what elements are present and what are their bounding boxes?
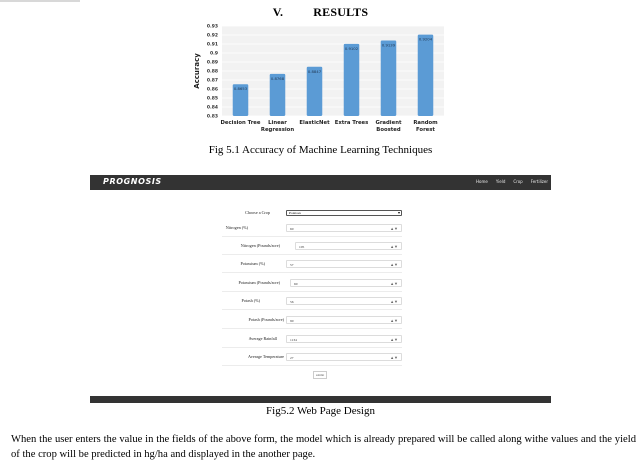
submit-button[interactable]: submit bbox=[313, 371, 327, 379]
y-tick-label: 0.83 bbox=[206, 114, 218, 120]
body-paragraph: When the user enters the value in the fields of the above form, the model which is already prepared will be called along withe values and the yield of the crop will be predicted in hg/ha and displayed in the another page. bbox=[11, 434, 636, 460]
field-input[interactable] bbox=[286, 316, 402, 324]
figure-5-2-caption: Fig5.2 Web Page Design bbox=[266, 405, 375, 417]
data-label: 0.9204 bbox=[418, 36, 433, 42]
field-input[interactable] bbox=[286, 224, 402, 232]
x-tick-label: Linear bbox=[268, 120, 287, 126]
y-tick-label: 0.9 bbox=[210, 51, 218, 57]
bar bbox=[418, 35, 434, 116]
field-input-value: 60 bbox=[290, 227, 294, 231]
row-divider bbox=[222, 254, 402, 255]
x-tick-label: Extra Trees bbox=[334, 120, 369, 126]
nav-yield[interactable]: Yield bbox=[495, 179, 506, 184]
x-tick-label: Gradient bbox=[375, 120, 402, 126]
field-input[interactable] bbox=[286, 353, 402, 361]
stepper-icon[interactable]: ▲▼ bbox=[390, 318, 398, 323]
section-title: RESULTS bbox=[313, 5, 369, 19]
y-tick-label: 0.91 bbox=[206, 42, 218, 48]
field-input-value: 90 bbox=[290, 319, 294, 323]
y-tick-label: 0.93 bbox=[206, 24, 218, 30]
y-tick-label: 0.88 bbox=[206, 69, 218, 75]
data-label: 0.9139 bbox=[381, 42, 396, 48]
field-label: Potassium (Pounds/acre) bbox=[238, 280, 280, 285]
nav-fertilizer[interactable]: Fertilizer bbox=[530, 179, 548, 184]
y-tick-label: 0.86 bbox=[206, 87, 218, 93]
crop-select[interactable] bbox=[286, 210, 402, 216]
stepper-icon[interactable]: ▲▼ bbox=[390, 337, 398, 342]
field-input[interactable] bbox=[290, 279, 402, 287]
stepper-icon[interactable]: ▲▼ bbox=[390, 299, 398, 304]
y-tick-label: 0.84 bbox=[206, 105, 218, 111]
y-tick-label: 0.92 bbox=[206, 33, 218, 39]
y-axis-label: Accuracy bbox=[193, 53, 201, 89]
figure-5-1-caption: Fig 5.1 Accuracy of Machine Learning Techniques bbox=[208, 144, 433, 156]
field-input-value: 27 bbox=[290, 356, 294, 360]
bar bbox=[307, 67, 323, 116]
stepper-icon[interactable]: ▲▼ bbox=[390, 281, 398, 286]
accuracy-chart bbox=[188, 20, 448, 142]
footer-bar bbox=[90, 396, 551, 403]
x-tick-label: Forest bbox=[416, 127, 435, 133]
crop-select-value: Potatoes bbox=[289, 211, 301, 215]
field-input-value: 57 bbox=[290, 263, 294, 267]
brand-logo[interactable]: PROGNOSIS bbox=[103, 177, 162, 186]
section-number: V. bbox=[272, 5, 284, 19]
data-label: 0.9102 bbox=[344, 45, 359, 51]
field-label: Potassium (%) bbox=[240, 261, 265, 266]
row-divider bbox=[222, 347, 402, 348]
chevron-down-icon: ▾ bbox=[397, 210, 400, 215]
field-input[interactable] bbox=[295, 242, 402, 250]
field-input[interactable] bbox=[286, 297, 402, 305]
y-tick-label: 0.89 bbox=[206, 60, 218, 66]
field-input-value: 56 bbox=[290, 300, 294, 304]
field-input-value: 1134 bbox=[290, 338, 297, 342]
crop-row bbox=[190, 208, 270, 218]
x-tick-label: Regression bbox=[260, 127, 295, 133]
row-divider bbox=[222, 309, 402, 310]
x-tick-label: Boosted bbox=[376, 127, 401, 133]
y-tick-label: 0.85 bbox=[206, 96, 218, 102]
stepper-icon[interactable]: ▲▼ bbox=[390, 262, 398, 267]
crop-label: Choose a Crop bbox=[245, 210, 270, 215]
section-heading bbox=[0, 5, 641, 20]
row-divider bbox=[222, 236, 402, 237]
data-label: 0.8653 bbox=[233, 86, 248, 92]
field-input-value: 105 bbox=[299, 245, 305, 249]
field-label: Nitrogen (Pounds/acre) bbox=[240, 243, 280, 248]
field-label: Average Temperature bbox=[248, 354, 284, 359]
field-label: Potash (%) bbox=[241, 298, 260, 303]
field-label: Average Rainfall bbox=[248, 336, 277, 341]
nav-crop[interactable]: Crop bbox=[513, 179, 523, 184]
x-tick-label: ElasticNet bbox=[299, 120, 330, 126]
top-rule bbox=[0, 0, 80, 2]
stepper-icon[interactable]: ▲▼ bbox=[390, 244, 398, 249]
nav-home[interactable]: Home bbox=[476, 179, 488, 184]
data-label: 0.8847 bbox=[307, 68, 322, 74]
bar bbox=[344, 44, 360, 116]
field-label: Nitrogen (%) bbox=[225, 225, 248, 230]
row-divider bbox=[222, 272, 402, 273]
row-divider bbox=[222, 365, 402, 366]
stepper-icon[interactable]: ▲▼ bbox=[390, 355, 398, 360]
field-input-value: 60 bbox=[294, 282, 298, 286]
field-label: Potash (Pounds/acre) bbox=[248, 317, 284, 322]
accuracy-chart-svg bbox=[188, 20, 448, 142]
stepper-icon[interactable]: ▲▼ bbox=[390, 226, 398, 231]
nav-links bbox=[468, 179, 548, 184]
field-input[interactable] bbox=[286, 335, 402, 343]
webpage-screenshot bbox=[90, 175, 551, 403]
x-tick-label: Random bbox=[413, 120, 438, 126]
bar bbox=[381, 40, 397, 116]
row-divider bbox=[222, 291, 402, 292]
x-tick-label: Decision Tree bbox=[220, 120, 261, 126]
navbar bbox=[90, 175, 551, 190]
row-divider bbox=[222, 328, 402, 329]
data-label: 0.8768 bbox=[270, 75, 285, 81]
field-input[interactable] bbox=[286, 260, 402, 268]
y-tick-label: 0.87 bbox=[206, 78, 218, 84]
